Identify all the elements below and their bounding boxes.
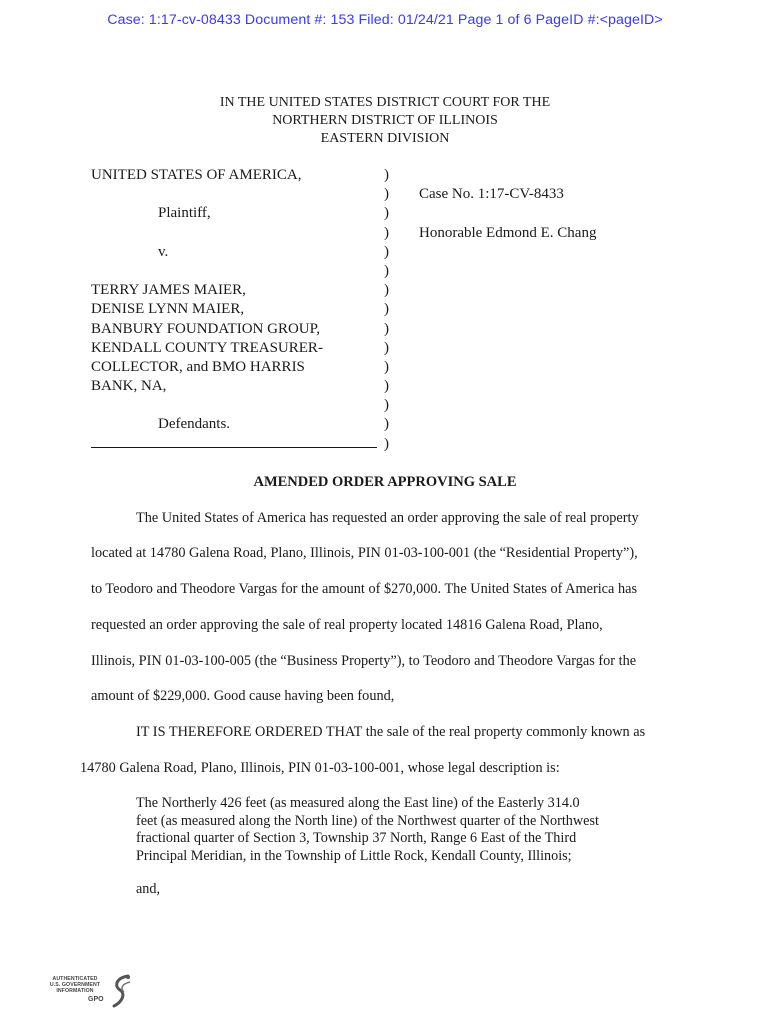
court-heading: [0, 94, 770, 148]
defendants-role: Defendants.: [158, 416, 231, 433]
defendant-line: TERRY JAMES MAIER,: [91, 282, 246, 299]
order-title: AMENDED ORDER APPROVING SALE: [253, 474, 517, 490]
legal-description: [136, 795, 656, 865]
gpo-eagle-icon: [106, 972, 134, 1016]
body-line: to Teodoro and Theodore Vargas for the amount of $270,000. The United States of America has: [91, 581, 638, 597]
defendant-line: BANBURY FOUNDATION GROUP,: [91, 320, 321, 337]
legal-line: Principal Meridian, in the Township of Little Rock, Kendall County, Illinois;: [136, 847, 572, 864]
body-line: located at 14780 Galena Road, Plano, Illinois, PIN 01-03-100-001 (the “Residential Property”),: [91, 545, 638, 561]
versus: v.: [158, 243, 169, 260]
judge-name: Honorable Edmond E. Chang: [419, 224, 597, 241]
gpo-label: GPO: [88, 996, 104, 1003]
plaintiff-name: UNITED STATES OF AMERICA,: [91, 167, 302, 183]
legal-line: fractional quarter of Section 3, Township 37 North, Range 6 East of the Third: [136, 830, 577, 846]
body-line: 14780 Galena Road, Plano, Illinois, PIN 01-03-100-001, whose legal description is:: [80, 760, 560, 776]
legal-line: The Northerly 426 feet (as measured along the East line) of the Easterly 314.0: [136, 795, 580, 811]
plaintiff-role: Plaintiff,: [158, 205, 211, 222]
defendant-line: DENISE LYNN MAIER,: [91, 301, 245, 318]
defendant-line: COLLECTOR, and BMO HARRIS: [91, 358, 305, 375]
body-line: amount of $229,000. Good cause having been found,: [91, 688, 395, 704]
body-line: The United States of America has requested an order approving the sale of real property: [136, 510, 639, 526]
court-line-2: NORTHERN DISTRICT OF ILLINOIS: [272, 113, 498, 128]
and-text: and,: [136, 881, 161, 897]
court-line-1: IN THE UNITED STATES DISTRICT COURT FOR THE: [219, 95, 551, 110]
defendant-line: BANK, NA,: [91, 378, 167, 395]
caption-case-info: [419, 166, 596, 243]
caption-parentheses: ) ) ) ) ) ) ) ) ) ) ) ) ) ) ): [384, 167, 389, 452]
caption-rule: [91, 435, 377, 448]
body-line: IT IS THEREFORE ORDERED THAT the sale of the real property commonly known as: [136, 724, 646, 740]
ecf-header: Case: 1:17-cv-08433 Document #: 153 Filed: 01/24/21 Page 1 of 6 PageID #:<pageID>: [107, 12, 663, 28]
gpo-seal-text: AUTHENTICATED U.S. GOVERNMENT INFORMATION: [49, 976, 101, 994]
body-line: Illinois, PIN 01-03-100-005 (the “Business Property”), to Teodoro and Theodore Vargas for the: [91, 653, 637, 669]
case-number: Case No. 1:17-CV-8433: [419, 186, 564, 203]
gpo-authentication-seal: [40, 970, 135, 1018]
court-line-3: EASTERN DIVISION: [320, 131, 450, 146]
defendant-line: KENDALL COUNTY TREASURER-: [91, 339, 323, 356]
body-line: requested an order approving the sale of real property located 14816 Galena Road, Plano,: [91, 617, 603, 633]
legal-line: feet (as measured along the North line) of the Northwest quarter of the Northwest: [136, 812, 599, 829]
caption-parties: [91, 166, 381, 454]
